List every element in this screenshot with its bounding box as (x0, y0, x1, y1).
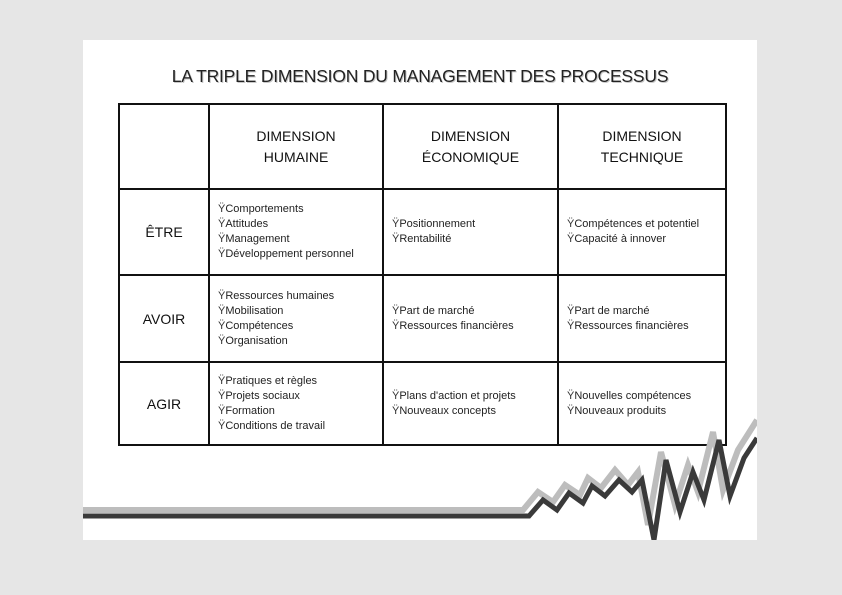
bullet-glyph: Ÿ (567, 304, 575, 317)
bullet-glyph: Ÿ (392, 233, 400, 245)
bullet-glyph: Ÿ (392, 304, 400, 317)
bullet-glyph: Ÿ (567, 319, 575, 332)
list-item-text: Compétences et potentiel (574, 218, 700, 230)
list-item-text: Comportements (225, 203, 304, 215)
header-line: HUMAINE (263, 148, 329, 165)
list-item-text: Part de marché (399, 304, 475, 317)
list-item-text: Pratiques et règles (225, 374, 318, 387)
bullet-glyph: Ÿ (218, 289, 226, 302)
row-label-etre: ÊTRE (119, 189, 209, 275)
list-item-text: Nouvelles compétences (574, 389, 692, 402)
bullet-glyph: Ÿ (218, 233, 226, 245)
heartbeat-wave-decoration (83, 40, 757, 540)
list-item-text: Projets sociaux (225, 389, 300, 402)
bullet-glyph: Ÿ (567, 389, 575, 402)
wave-light-line (83, 420, 757, 525)
list-item-text: Attitudes (225, 218, 269, 230)
list-item-text: Part de marché (574, 304, 650, 317)
header-line: DIMENSION (256, 127, 336, 144)
bullet-glyph: Ÿ (218, 319, 226, 332)
list-item-text: Ressources financières (574, 319, 689, 332)
bullet-glyph: Ÿ (218, 404, 226, 417)
bullet-glyph: Ÿ (567, 404, 575, 417)
list-item-text: Rentabilité (399, 233, 452, 245)
list-item-text: Ressources financières (399, 319, 514, 332)
list-item-text: Ressources humaines (225, 289, 335, 302)
bullet-glyph: Ÿ (567, 218, 575, 230)
list-item-text: Mobilisation (225, 304, 284, 317)
header-line: DIMENSION (602, 127, 682, 144)
list-item-text: Plans d'action et projets (399, 389, 516, 402)
list-item-text: Nouveaux concepts (399, 404, 496, 417)
header-line: ÉCONOMIQUE (421, 148, 520, 165)
list-item-text: Capacité à innover (574, 233, 667, 245)
header-line: TECHNIQUE (600, 148, 684, 165)
row-label-avoir: AVOIR (119, 275, 209, 362)
list-item-text: Développement personnel (225, 248, 354, 260)
slide-page (83, 40, 757, 540)
bullet-glyph: Ÿ (218, 304, 226, 317)
bullet-glyph: Ÿ (218, 374, 226, 387)
list-item-text: Organisation (225, 334, 288, 347)
bullet-glyph: Ÿ (392, 218, 400, 230)
bullet-glyph: Ÿ (392, 389, 400, 402)
bullet-glyph: Ÿ (392, 404, 400, 417)
bullet-glyph: Ÿ (218, 334, 226, 347)
list-item-text: Compétences (225, 319, 294, 332)
row-label-agir: AGIR (119, 362, 209, 445)
bullet-glyph: Ÿ (218, 248, 226, 260)
bullet-glyph: Ÿ (392, 319, 400, 332)
slide-title: LA TRIPLE DIMENSION DU MANAGEMENT DES PROCESSUS (171, 66, 669, 86)
bullet-glyph: Ÿ (218, 389, 226, 402)
bullet-glyph: Ÿ (218, 218, 226, 230)
bullet-glyph: Ÿ (218, 203, 226, 215)
list-item-text: Management (225, 233, 290, 245)
list-item-text: Nouveaux produits (574, 404, 667, 417)
list-item-text: Positionnement (399, 218, 476, 230)
header-line: DIMENSION (430, 127, 511, 144)
bullet-glyph: Ÿ (567, 233, 575, 245)
bullet-glyph: Ÿ (218, 419, 226, 432)
list-item-text: Conditions de travail (225, 419, 326, 432)
list-item-text: Formation (225, 404, 275, 417)
